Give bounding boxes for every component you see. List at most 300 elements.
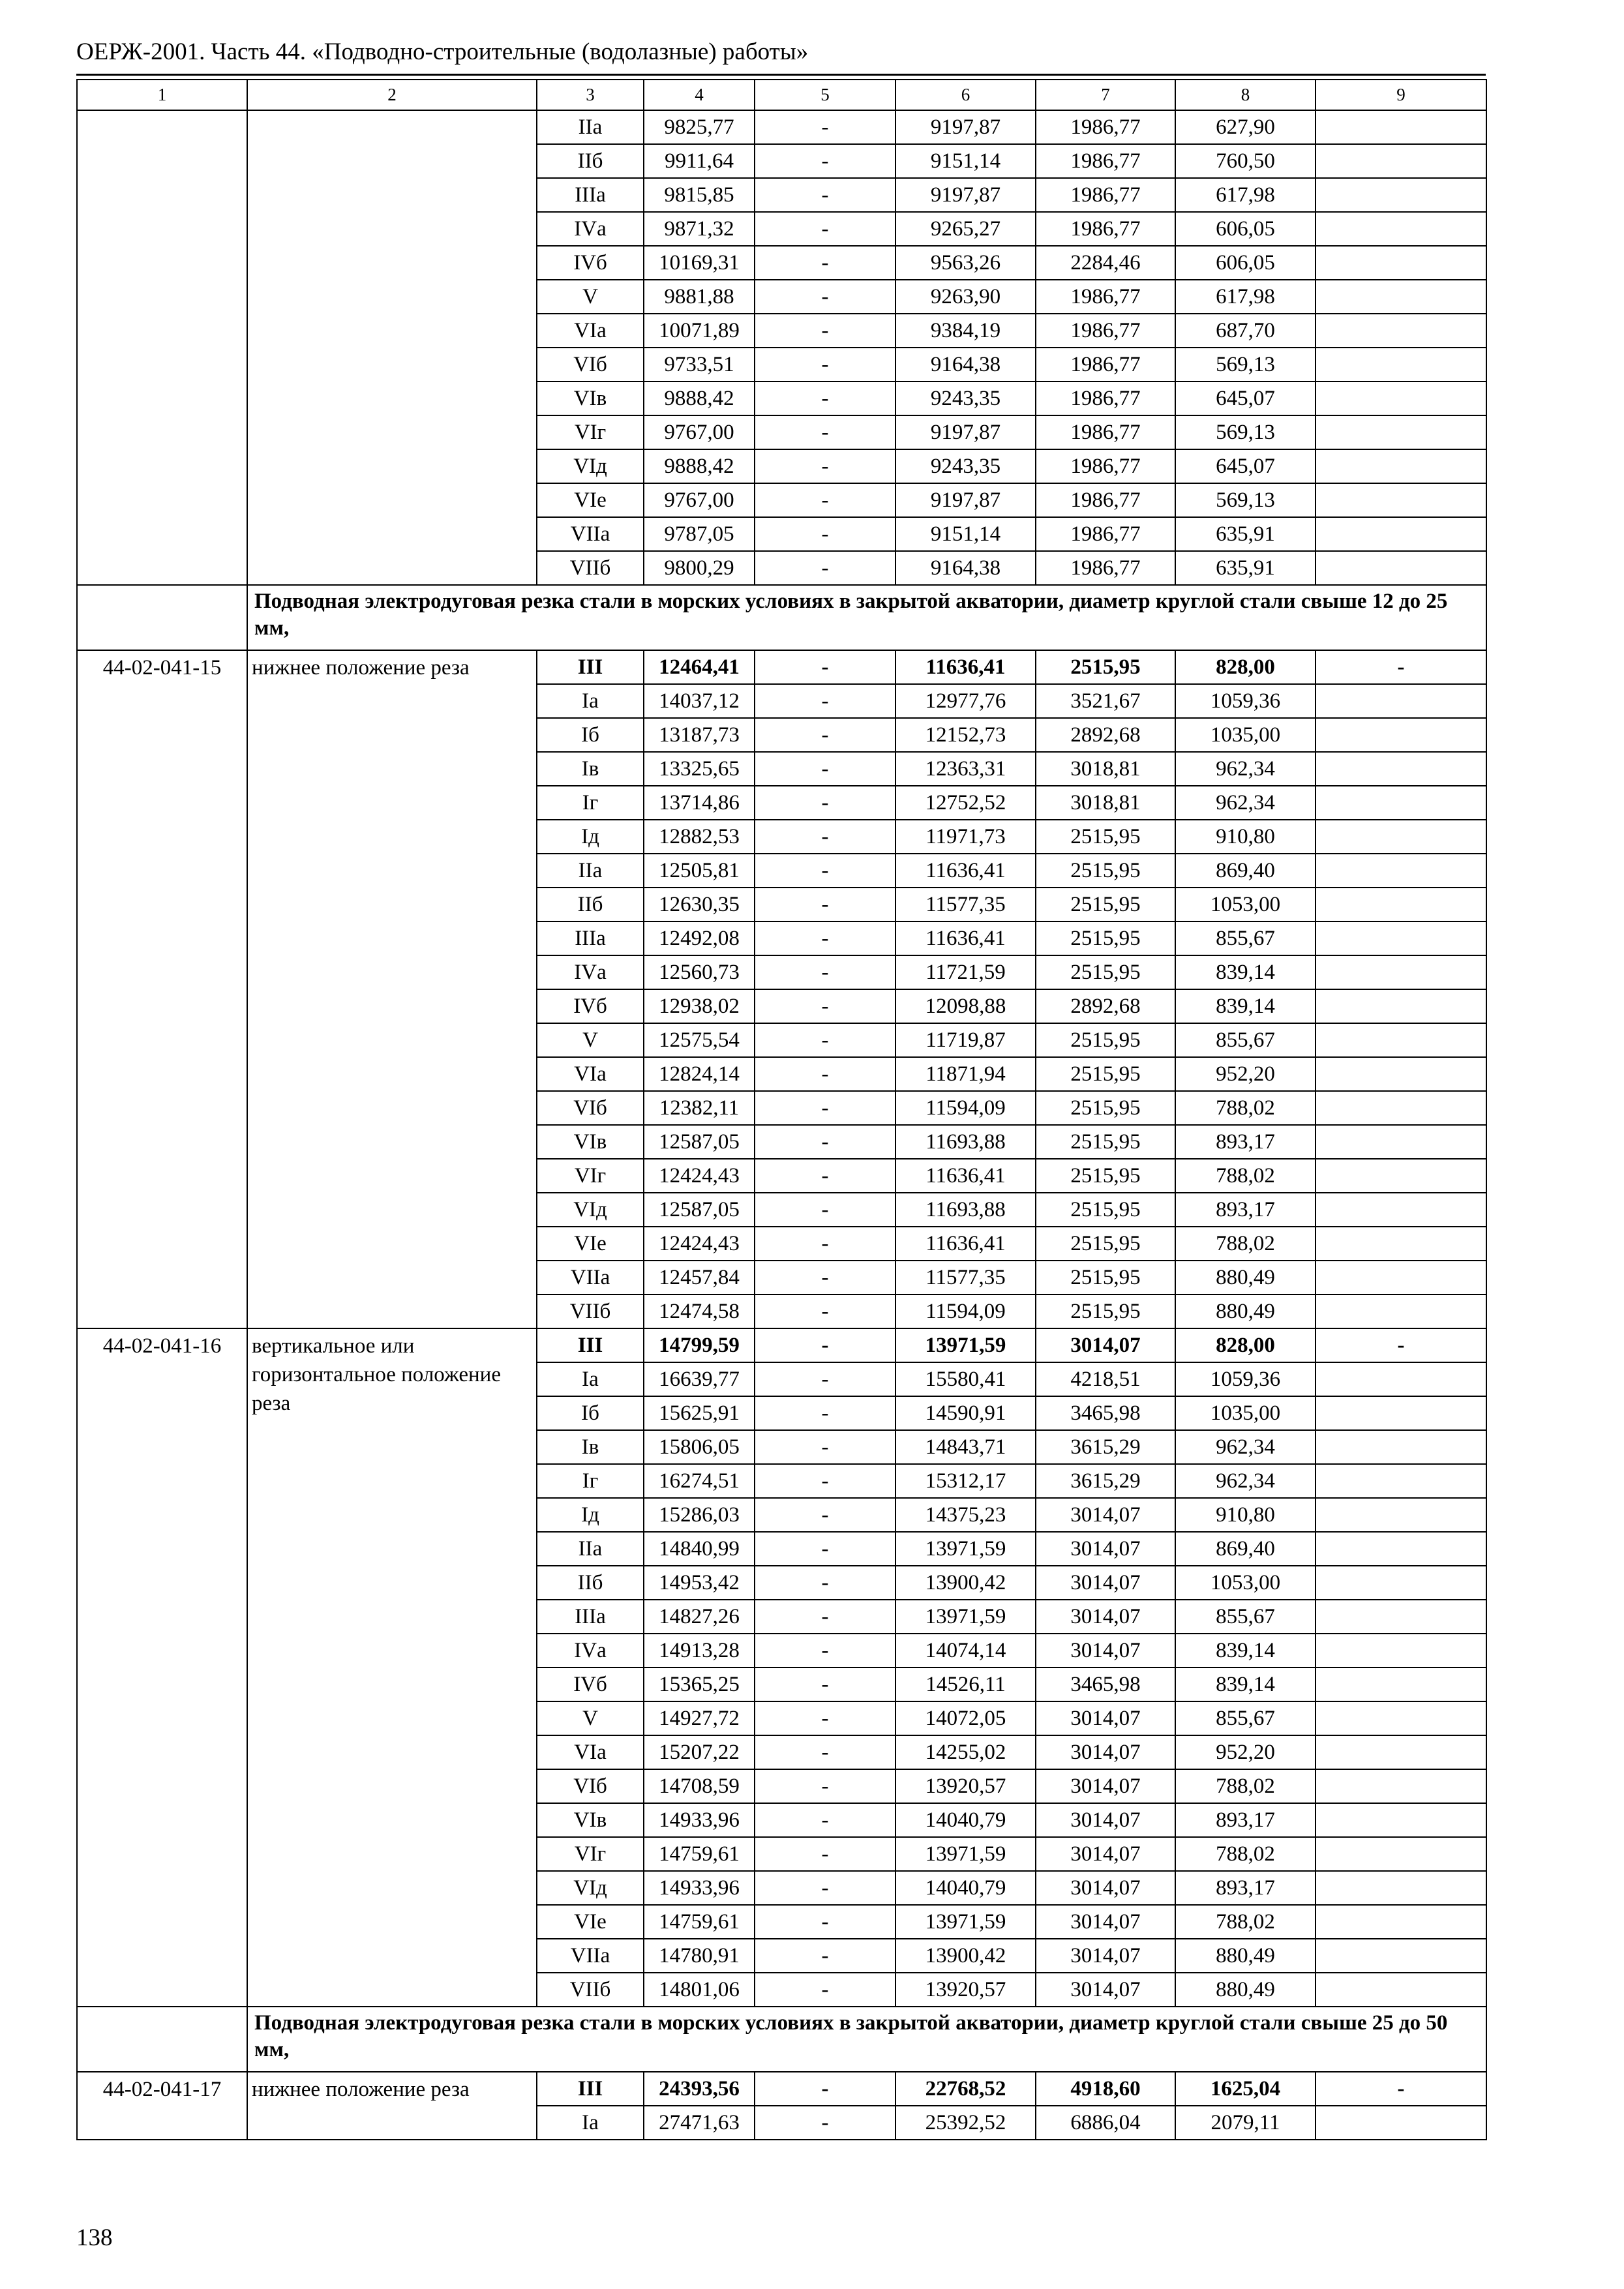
extra-cell: - bbox=[1316, 2072, 1486, 2106]
total-cost-cell: 12424,43 bbox=[644, 1159, 755, 1193]
materials-cost-cell: 839,14 bbox=[1175, 1668, 1316, 1701]
materials-cost-cell: 893,17 bbox=[1175, 1193, 1316, 1227]
total-cost-cell: 24393,56 bbox=[644, 2072, 755, 2106]
page-header: ОЕРЖ-2001. Часть 44. «Подводно-строительные (водолазные) работы» bbox=[76, 38, 809, 65]
extra-cell bbox=[1316, 955, 1486, 989]
extra-cell bbox=[1316, 551, 1486, 585]
machine-cost-cell: 14074,14 bbox=[895, 1634, 1036, 1668]
machine-cost-cell: 9384,19 bbox=[895, 314, 1036, 348]
materials-cost-cell: 1035,00 bbox=[1175, 1396, 1316, 1430]
extra-cell bbox=[1316, 517, 1486, 551]
machine-cost-cell: 11636,41 bbox=[895, 1159, 1036, 1193]
wage-cell: - bbox=[755, 246, 895, 280]
machinist-wage-cell: 3014,07 bbox=[1036, 1905, 1175, 1939]
extra-cell bbox=[1316, 1600, 1486, 1634]
materials-cost-cell: 788,02 bbox=[1175, 1091, 1316, 1125]
norm-description: нижнее положение реза bbox=[247, 2072, 537, 2140]
extra-cell bbox=[1316, 752, 1486, 786]
total-cost-cell: 14780,91 bbox=[644, 1939, 755, 1973]
machine-cost-cell: 11577,35 bbox=[895, 888, 1036, 921]
extra-cell bbox=[1316, 989, 1486, 1023]
wage-cell: - bbox=[755, 1261, 895, 1294]
zone-cell: VIг bbox=[537, 1159, 644, 1193]
materials-cost-cell: 788,02 bbox=[1175, 1905, 1316, 1939]
extra-cell bbox=[1316, 1396, 1486, 1430]
materials-cost-cell: 828,00 bbox=[1175, 650, 1316, 684]
total-cost-cell: 13187,73 bbox=[644, 718, 755, 752]
extra-cell bbox=[1316, 1871, 1486, 1905]
column-number: 8 bbox=[1175, 80, 1316, 110]
machine-cost-cell: 9164,38 bbox=[895, 348, 1036, 382]
total-cost-cell: 13714,86 bbox=[644, 786, 755, 820]
extra-cell bbox=[1316, 1464, 1486, 1498]
materials-cost-cell: 893,17 bbox=[1175, 1125, 1316, 1159]
total-cost-cell: 14953,42 bbox=[644, 1566, 755, 1600]
machine-cost-cell: 13971,59 bbox=[895, 1600, 1036, 1634]
total-cost-cell: 12457,84 bbox=[644, 1261, 755, 1294]
materials-cost-cell: 635,91 bbox=[1175, 517, 1316, 551]
total-cost-cell: 12938,02 bbox=[644, 989, 755, 1023]
zone-cell: III bbox=[537, 1328, 644, 1362]
wage-cell: - bbox=[755, 348, 895, 382]
extra-cell bbox=[1316, 2106, 1486, 2140]
machinist-wage-cell: 2515,95 bbox=[1036, 1193, 1175, 1227]
materials-cost-cell: 910,80 bbox=[1175, 1498, 1316, 1532]
wage-cell: - bbox=[755, 1294, 895, 1328]
machinist-wage-cell: 3014,07 bbox=[1036, 1871, 1175, 1905]
materials-cost-cell: 880,49 bbox=[1175, 1261, 1316, 1294]
zone-cell: VIв bbox=[537, 1125, 644, 1159]
materials-cost-cell: 839,14 bbox=[1175, 1634, 1316, 1668]
price-table bbox=[76, 79, 1487, 2140]
extra-cell bbox=[1316, 1057, 1486, 1091]
total-cost-cell: 14708,59 bbox=[644, 1769, 755, 1803]
wage-cell: - bbox=[755, 2106, 895, 2140]
extra-cell bbox=[1316, 382, 1486, 415]
zone-cell: VIг bbox=[537, 415, 644, 449]
zone-cell: VIе bbox=[537, 483, 644, 517]
machinist-wage-cell: 3018,81 bbox=[1036, 752, 1175, 786]
extra-cell bbox=[1316, 888, 1486, 921]
zone-cell: IIа bbox=[537, 854, 644, 888]
zone-cell: IVб bbox=[537, 1668, 644, 1701]
section-title: Подводная электродуговая резка стали в морских условиях в закрытой акватории, диаметр круглой стали свыше 12 до 25 мм, bbox=[247, 585, 1486, 650]
materials-cost-cell: 687,70 bbox=[1175, 314, 1316, 348]
zone-cell: Iв bbox=[537, 752, 644, 786]
total-cost-cell: 14799,59 bbox=[644, 1328, 755, 1362]
total-cost-cell: 9767,00 bbox=[644, 415, 755, 449]
zone-cell: VIа bbox=[537, 314, 644, 348]
extra-cell bbox=[1316, 1091, 1486, 1125]
materials-cost-cell: 962,34 bbox=[1175, 1430, 1316, 1464]
machine-cost-cell: 13920,57 bbox=[895, 1769, 1036, 1803]
materials-cost-cell: 606,05 bbox=[1175, 212, 1316, 246]
zone-cell: VIIб bbox=[537, 1973, 644, 2007]
materials-cost-cell: 569,13 bbox=[1175, 483, 1316, 517]
zone-cell: VIIа bbox=[537, 1261, 644, 1294]
table-body bbox=[77, 80, 1486, 2140]
zone-cell: VIб bbox=[537, 1769, 644, 1803]
wage-cell: - bbox=[755, 483, 895, 517]
section-title: Подводная электродуговая резка стали в морских условиях в закрытой акватории, диаметр круглой стали свыше 25 до 50 мм, bbox=[247, 2007, 1486, 2072]
zone-cell: VIг bbox=[537, 1837, 644, 1871]
materials-cost-cell: 893,17 bbox=[1175, 1803, 1316, 1837]
materials-cost-cell: 828,00 bbox=[1175, 1328, 1316, 1362]
machinist-wage-cell: 3014,07 bbox=[1036, 1532, 1175, 1566]
materials-cost-cell: 760,50 bbox=[1175, 144, 1316, 178]
total-cost-cell: 12630,35 bbox=[644, 888, 755, 921]
total-cost-cell: 9881,88 bbox=[644, 280, 755, 314]
wage-cell: - bbox=[755, 144, 895, 178]
extra-cell bbox=[1316, 483, 1486, 517]
materials-cost-cell: 1053,00 bbox=[1175, 1566, 1316, 1600]
table-row bbox=[77, 110, 1486, 144]
machine-cost-cell: 9563,26 bbox=[895, 246, 1036, 280]
total-cost-cell: 14933,96 bbox=[644, 1871, 755, 1905]
wage-cell: - bbox=[755, 1769, 895, 1803]
zone-cell: III bbox=[537, 650, 644, 684]
machine-cost-cell: 11693,88 bbox=[895, 1125, 1036, 1159]
zone-cell: IIIа bbox=[537, 1600, 644, 1634]
zone-cell: V bbox=[537, 1701, 644, 1735]
total-cost-cell: 10071,89 bbox=[644, 314, 755, 348]
machinist-wage-cell: 1986,77 bbox=[1036, 415, 1175, 449]
column-number: 3 bbox=[537, 80, 644, 110]
materials-cost-cell: 962,34 bbox=[1175, 752, 1316, 786]
zone-cell: V bbox=[537, 280, 644, 314]
machinist-wage-cell: 3014,07 bbox=[1036, 1837, 1175, 1871]
total-cost-cell: 9888,42 bbox=[644, 382, 755, 415]
machine-cost-cell: 15580,41 bbox=[895, 1362, 1036, 1396]
extra-cell bbox=[1316, 1701, 1486, 1735]
wage-cell: - bbox=[755, 1430, 895, 1464]
wage-cell: - bbox=[755, 1668, 895, 1701]
machine-cost-cell: 12977,76 bbox=[895, 684, 1036, 718]
machinist-wage-cell: 2515,95 bbox=[1036, 650, 1175, 684]
wage-cell: - bbox=[755, 1193, 895, 1227]
extra-cell bbox=[1316, 1973, 1486, 2007]
total-cost-cell: 14927,72 bbox=[644, 1701, 755, 1735]
total-cost-cell: 15207,22 bbox=[644, 1735, 755, 1769]
total-cost-cell: 14801,06 bbox=[644, 1973, 755, 2007]
machine-cost-cell: 13900,42 bbox=[895, 1939, 1036, 1973]
zone-cell: VIд bbox=[537, 1193, 644, 1227]
total-cost-cell: 14840,99 bbox=[644, 1532, 755, 1566]
materials-cost-cell: 606,05 bbox=[1175, 246, 1316, 280]
total-cost-cell: 9767,00 bbox=[644, 483, 755, 517]
zone-cell: Iг bbox=[537, 786, 644, 820]
machinist-wage-cell: 3615,29 bbox=[1036, 1464, 1175, 1498]
total-cost-cell: 9733,51 bbox=[644, 348, 755, 382]
machinist-wage-cell: 2515,95 bbox=[1036, 1057, 1175, 1091]
wage-cell: - bbox=[755, 110, 895, 144]
wage-cell: - bbox=[755, 752, 895, 786]
column-number: 6 bbox=[895, 80, 1036, 110]
materials-cost-cell: 952,20 bbox=[1175, 1735, 1316, 1769]
machinist-wage-cell: 3465,98 bbox=[1036, 1668, 1175, 1701]
materials-cost-cell: 2079,11 bbox=[1175, 2106, 1316, 2140]
machinist-wage-cell: 3014,07 bbox=[1036, 1634, 1175, 1668]
machinist-wage-cell: 3014,07 bbox=[1036, 1328, 1175, 1362]
zone-cell: V bbox=[537, 1023, 644, 1057]
materials-cost-cell: 910,80 bbox=[1175, 820, 1316, 854]
total-cost-cell: 12492,08 bbox=[644, 921, 755, 955]
column-number: 5 bbox=[755, 80, 895, 110]
machine-cost-cell: 9265,27 bbox=[895, 212, 1036, 246]
wage-cell: - bbox=[755, 718, 895, 752]
machinist-wage-cell: 3014,07 bbox=[1036, 1600, 1175, 1634]
total-cost-cell: 12382,11 bbox=[644, 1091, 755, 1125]
extra-cell bbox=[1316, 1227, 1486, 1261]
total-cost-cell: 16274,51 bbox=[644, 1464, 755, 1498]
machinist-wage-cell: 3014,07 bbox=[1036, 1498, 1175, 1532]
zone-cell: VIа bbox=[537, 1057, 644, 1091]
machine-cost-cell: 11636,41 bbox=[895, 854, 1036, 888]
machine-cost-cell: 13971,59 bbox=[895, 1837, 1036, 1871]
wage-cell: - bbox=[755, 1532, 895, 1566]
extra-cell bbox=[1316, 1193, 1486, 1227]
machinist-wage-cell: 2515,95 bbox=[1036, 1227, 1175, 1261]
total-cost-cell: 12824,14 bbox=[644, 1057, 755, 1091]
norm-code: 44-02-041-17 bbox=[77, 2072, 247, 2140]
machine-cost-cell: 9243,35 bbox=[895, 449, 1036, 483]
total-cost-cell: 14759,61 bbox=[644, 1905, 755, 1939]
machinist-wage-cell: 3465,98 bbox=[1036, 1396, 1175, 1430]
extra-cell bbox=[1316, 449, 1486, 483]
materials-cost-cell: 839,14 bbox=[1175, 955, 1316, 989]
extra-cell bbox=[1316, 1498, 1486, 1532]
zone-cell: IVб bbox=[537, 246, 644, 280]
table-row bbox=[77, 1328, 1486, 1362]
machinist-wage-cell: 2892,68 bbox=[1036, 718, 1175, 752]
machinist-wage-cell: 2515,95 bbox=[1036, 921, 1175, 955]
zone-cell: VIIа bbox=[537, 1939, 644, 1973]
machinist-wage-cell: 1986,77 bbox=[1036, 144, 1175, 178]
wage-cell: - bbox=[755, 684, 895, 718]
machine-cost-cell: 11693,88 bbox=[895, 1193, 1036, 1227]
column-number: 1 bbox=[77, 80, 247, 110]
machine-cost-cell: 14843,71 bbox=[895, 1430, 1036, 1464]
total-cost-cell: 27471,63 bbox=[644, 2106, 755, 2140]
zone-cell: IIа bbox=[537, 1532, 644, 1566]
materials-cost-cell: 788,02 bbox=[1175, 1159, 1316, 1193]
wage-cell: - bbox=[755, 1871, 895, 1905]
machine-cost-cell: 22768,52 bbox=[895, 2072, 1036, 2106]
wage-cell: - bbox=[755, 820, 895, 854]
extra-cell bbox=[1316, 348, 1486, 382]
materials-cost-cell: 645,07 bbox=[1175, 382, 1316, 415]
extra-cell bbox=[1316, 1837, 1486, 1871]
machine-cost-cell: 11594,09 bbox=[895, 1091, 1036, 1125]
machine-cost-cell: 13920,57 bbox=[895, 1973, 1036, 2007]
materials-cost-cell: 839,14 bbox=[1175, 989, 1316, 1023]
extra-cell bbox=[1316, 212, 1486, 246]
extra-cell bbox=[1316, 246, 1486, 280]
machine-cost-cell: 11871,94 bbox=[895, 1057, 1036, 1091]
materials-cost-cell: 1059,36 bbox=[1175, 1362, 1316, 1396]
materials-cost-cell: 855,67 bbox=[1175, 1023, 1316, 1057]
total-cost-cell: 12505,81 bbox=[644, 854, 755, 888]
wage-cell: - bbox=[755, 1735, 895, 1769]
column-number-row bbox=[77, 80, 1486, 110]
wage-cell: - bbox=[755, 1905, 895, 1939]
extra-cell bbox=[1316, 110, 1486, 144]
page-number: 138 bbox=[76, 2224, 113, 2251]
machine-cost-cell: 14072,05 bbox=[895, 1701, 1036, 1735]
wage-cell: - bbox=[755, 1023, 895, 1057]
extra-cell bbox=[1316, 1939, 1486, 1973]
extra-cell bbox=[1316, 854, 1486, 888]
extra-cell bbox=[1316, 1532, 1486, 1566]
wage-cell: - bbox=[755, 1396, 895, 1430]
norm-description bbox=[247, 110, 537, 585]
extra-cell bbox=[1316, 1634, 1486, 1668]
machine-cost-cell: 14255,02 bbox=[895, 1735, 1036, 1769]
section-blank-cell bbox=[77, 2007, 247, 2072]
machine-cost-cell: 11636,41 bbox=[895, 921, 1036, 955]
machine-cost-cell: 9151,14 bbox=[895, 144, 1036, 178]
wage-cell: - bbox=[755, 1837, 895, 1871]
materials-cost-cell: 1625,04 bbox=[1175, 2072, 1316, 2106]
extra-cell bbox=[1316, 1566, 1486, 1600]
wage-cell: - bbox=[755, 1125, 895, 1159]
extra-cell bbox=[1316, 921, 1486, 955]
wage-cell: - bbox=[755, 1362, 895, 1396]
machinist-wage-cell: 2515,95 bbox=[1036, 1261, 1175, 1294]
extra-cell bbox=[1316, 1261, 1486, 1294]
wage-cell: - bbox=[755, 1464, 895, 1498]
total-cost-cell: 15365,25 bbox=[644, 1668, 755, 1701]
table-row bbox=[77, 650, 1486, 684]
machinist-wage-cell: 3018,81 bbox=[1036, 786, 1175, 820]
machinist-wage-cell: 1986,77 bbox=[1036, 212, 1175, 246]
machinist-wage-cell: 1986,77 bbox=[1036, 449, 1175, 483]
machinist-wage-cell: 1986,77 bbox=[1036, 483, 1175, 517]
machine-cost-cell: 13971,59 bbox=[895, 1532, 1036, 1566]
wage-cell: - bbox=[755, 314, 895, 348]
extra-cell bbox=[1316, 1294, 1486, 1328]
total-cost-cell: 14913,28 bbox=[644, 1634, 755, 1668]
wage-cell: - bbox=[755, 650, 895, 684]
norm-description: нижнее положение реза bbox=[247, 650, 537, 1328]
extra-cell bbox=[1316, 1905, 1486, 1939]
machine-cost-cell: 14040,79 bbox=[895, 1871, 1036, 1905]
wage-cell: - bbox=[755, 517, 895, 551]
wage-cell: - bbox=[755, 1091, 895, 1125]
wage-cell: - bbox=[755, 551, 895, 585]
norm-code: 44-02-041-15 bbox=[77, 650, 247, 1328]
wage-cell: - bbox=[755, 212, 895, 246]
machine-cost-cell: 9263,90 bbox=[895, 280, 1036, 314]
machinist-wage-cell: 3014,07 bbox=[1036, 1803, 1175, 1837]
wage-cell: - bbox=[755, 1328, 895, 1362]
materials-cost-cell: 855,67 bbox=[1175, 1600, 1316, 1634]
machine-cost-cell: 14375,23 bbox=[895, 1498, 1036, 1532]
zone-cell: VIб bbox=[537, 348, 644, 382]
machinist-wage-cell: 3521,67 bbox=[1036, 684, 1175, 718]
norm-description: вертикальное или горизонтальное положение реза bbox=[247, 1328, 537, 2007]
machinist-wage-cell: 3615,29 bbox=[1036, 1430, 1175, 1464]
zone-cell: Iа bbox=[537, 1362, 644, 1396]
zone-cell: VIв bbox=[537, 382, 644, 415]
materials-cost-cell: 1059,36 bbox=[1175, 684, 1316, 718]
wage-cell: - bbox=[755, 1566, 895, 1600]
machine-cost-cell: 11594,09 bbox=[895, 1294, 1036, 1328]
extra-cell bbox=[1316, 1362, 1486, 1396]
zone-cell: IIб bbox=[537, 1566, 644, 1600]
extra-cell bbox=[1316, 820, 1486, 854]
machinist-wage-cell: 1986,77 bbox=[1036, 110, 1175, 144]
total-cost-cell: 10169,31 bbox=[644, 246, 755, 280]
materials-cost-cell: 952,20 bbox=[1175, 1057, 1316, 1091]
machinist-wage-cell: 2892,68 bbox=[1036, 989, 1175, 1023]
total-cost-cell: 12424,43 bbox=[644, 1227, 755, 1261]
zone-cell: IIб bbox=[537, 144, 644, 178]
materials-cost-cell: 569,13 bbox=[1175, 348, 1316, 382]
total-cost-cell: 9787,05 bbox=[644, 517, 755, 551]
materials-cost-cell: 962,34 bbox=[1175, 1464, 1316, 1498]
machine-cost-cell: 9164,38 bbox=[895, 551, 1036, 585]
materials-cost-cell: 869,40 bbox=[1175, 1532, 1316, 1566]
section-row bbox=[77, 585, 1486, 650]
machinist-wage-cell: 1986,77 bbox=[1036, 551, 1175, 585]
zone-cell: Iд bbox=[537, 820, 644, 854]
machinist-wage-cell: 1986,77 bbox=[1036, 178, 1175, 212]
zone-cell: VIIа bbox=[537, 517, 644, 551]
wage-cell: - bbox=[755, 1600, 895, 1634]
wage-cell: - bbox=[755, 888, 895, 921]
machinist-wage-cell: 4918,60 bbox=[1036, 2072, 1175, 2106]
materials-cost-cell: 869,40 bbox=[1175, 854, 1316, 888]
norm-code: 44-02-041-16 bbox=[77, 1328, 247, 2007]
machine-cost-cell: 14590,91 bbox=[895, 1396, 1036, 1430]
zone-cell: IIIа bbox=[537, 921, 644, 955]
machinist-wage-cell: 2515,95 bbox=[1036, 854, 1175, 888]
wage-cell: - bbox=[755, 1057, 895, 1091]
machinist-wage-cell: 2515,95 bbox=[1036, 1294, 1175, 1328]
wage-cell: - bbox=[755, 1498, 895, 1532]
machinist-wage-cell: 2515,95 bbox=[1036, 1125, 1175, 1159]
materials-cost-cell: 1053,00 bbox=[1175, 888, 1316, 921]
total-cost-cell: 9871,32 bbox=[644, 212, 755, 246]
zone-cell: VIIб bbox=[537, 1294, 644, 1328]
wage-cell: - bbox=[755, 449, 895, 483]
zone-cell: Iг bbox=[537, 1464, 644, 1498]
wage-cell: - bbox=[755, 921, 895, 955]
zone-cell: Iб bbox=[537, 1396, 644, 1430]
extra-cell bbox=[1316, 684, 1486, 718]
machine-cost-cell: 9151,14 bbox=[895, 517, 1036, 551]
machine-cost-cell: 11719,87 bbox=[895, 1023, 1036, 1057]
machinist-wage-cell: 1986,77 bbox=[1036, 517, 1175, 551]
zone-cell: IVа bbox=[537, 212, 644, 246]
zone-cell: VIIб bbox=[537, 551, 644, 585]
wage-cell: - bbox=[755, 178, 895, 212]
zone-cell: Iв bbox=[537, 1430, 644, 1464]
extra-cell bbox=[1316, 178, 1486, 212]
zone-cell: Iб bbox=[537, 718, 644, 752]
machinist-wage-cell: 3014,07 bbox=[1036, 1735, 1175, 1769]
materials-cost-cell: 880,49 bbox=[1175, 1294, 1316, 1328]
materials-cost-cell: 617,98 bbox=[1175, 178, 1316, 212]
extra-cell bbox=[1316, 144, 1486, 178]
extra-cell bbox=[1316, 1125, 1486, 1159]
machinist-wage-cell: 1986,77 bbox=[1036, 314, 1175, 348]
machinist-wage-cell: 4218,51 bbox=[1036, 1362, 1175, 1396]
machinist-wage-cell: 2284,46 bbox=[1036, 246, 1175, 280]
extra-cell bbox=[1316, 415, 1486, 449]
total-cost-cell: 9800,29 bbox=[644, 551, 755, 585]
